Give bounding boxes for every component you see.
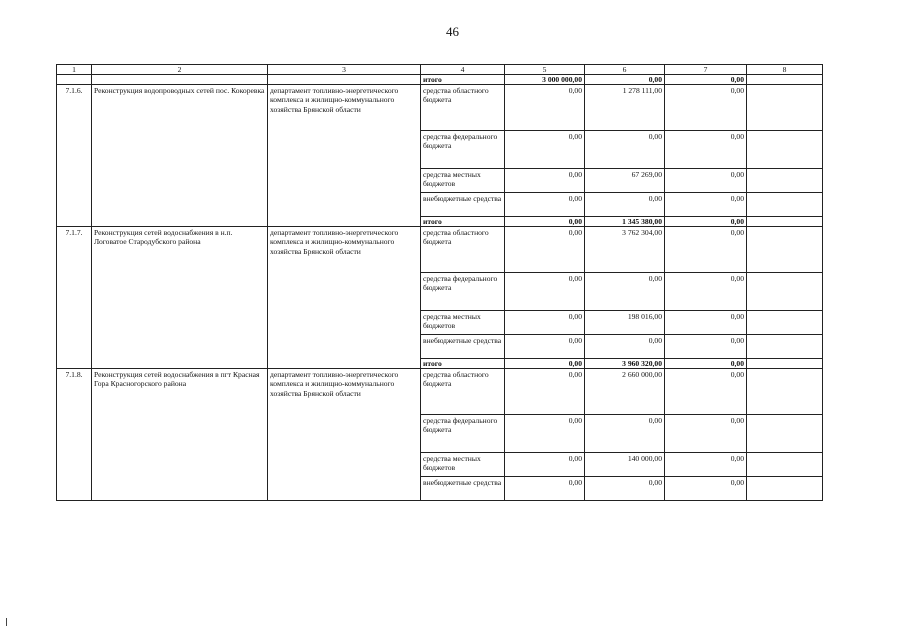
table-row	[57, 369, 823, 415]
item-index: 7.1.6.	[57, 85, 92, 227]
amount-cell: 0,00	[585, 415, 665, 453]
funding-source: средства областного бюджета	[421, 227, 505, 273]
header-cell: 2	[92, 65, 268, 75]
amount-cell: 0,00	[585, 193, 665, 217]
amount-cell: 198 016,00	[585, 311, 665, 335]
empty-cell	[747, 477, 823, 501]
empty-cell	[747, 415, 823, 453]
empty-cell	[57, 75, 92, 85]
funding-source: внебюджетные средства	[421, 193, 505, 217]
amount-cell: 2 660 000,00	[585, 369, 665, 415]
amount-cell: 0,00	[505, 273, 585, 311]
item-index: 7.1.7.	[57, 227, 92, 369]
amount-cell: 0,00	[505, 169, 585, 193]
amount-cell: 0,00	[585, 273, 665, 311]
empty-cell	[747, 453, 823, 477]
table-row	[57, 227, 823, 273]
amount-cell: 0,00	[665, 335, 747, 359]
amount-cell: 0,00	[665, 85, 747, 131]
amount-cell: 0,00	[585, 75, 665, 85]
amount-cell: 0,00	[585, 477, 665, 501]
funding-source: средства федерального бюджета	[421, 273, 505, 311]
amount-cell: 0,00	[505, 85, 585, 131]
amount-cell: 0,00	[505, 217, 585, 227]
edge-mark	[6, 618, 7, 626]
empty-cell	[747, 193, 823, 217]
amount-cell: 3 960 320,00	[585, 359, 665, 369]
amount-cell: 0,00	[585, 335, 665, 359]
amount-cell: 3 762 304,00	[585, 227, 665, 273]
empty-cell	[747, 227, 823, 273]
amount-cell: 0,00	[665, 193, 747, 217]
empty-cell	[747, 85, 823, 131]
amount-cell: 0,00	[505, 227, 585, 273]
budget-table	[56, 64, 823, 501]
page-number: 46	[446, 24, 459, 39]
empty-cell	[747, 169, 823, 193]
amount-cell: 1 345 380,00	[585, 217, 665, 227]
funding-source: внебюджетные средства	[421, 335, 505, 359]
total-label: итого	[421, 75, 505, 85]
funding-source: средства местных бюджетов	[421, 453, 505, 477]
amount-cell: 0,00	[665, 415, 747, 453]
header-cell: 4	[421, 65, 505, 75]
amount-cell: 0,00	[505, 453, 585, 477]
amount-cell: 0,00	[665, 453, 747, 477]
amount-cell: 0,00	[665, 369, 747, 415]
total-label: итого	[421, 217, 505, 227]
amount-cell: 0,00	[665, 131, 747, 169]
item-name: Реконструкция сетей водоснабжения в н.п. Логоватое Стародубского района	[92, 227, 268, 369]
amount-cell: 0,00	[505, 477, 585, 501]
item-executor: департамент топливно-энергетического комплекса и жилищно-коммунального хозяйства Брянской области	[268, 227, 421, 369]
amount-cell: 0,00	[665, 75, 747, 85]
header-cell: 5	[505, 65, 585, 75]
empty-cell	[92, 75, 268, 85]
empty-cell	[747, 369, 823, 415]
empty-cell	[268, 75, 421, 85]
empty-cell	[747, 311, 823, 335]
amount-cell: 0,00	[505, 369, 585, 415]
header-cell: 1	[57, 65, 92, 75]
amount-cell: 0,00	[505, 193, 585, 217]
amount-cell: 140 000,00	[585, 453, 665, 477]
funding-source: средства местных бюджетов	[421, 169, 505, 193]
amount-cell: 0,00	[665, 477, 747, 501]
funding-source: внебюджетные средства	[421, 477, 505, 501]
amount-cell: 3 000 000,00	[505, 75, 585, 85]
header-row	[57, 65, 823, 75]
total-label: итого	[421, 359, 505, 369]
item-name: Реконструкция сетей водоснабжения в пгт Красная Гора Красногорского района	[92, 369, 268, 501]
amount-cell: 0,00	[665, 359, 747, 369]
header-cell: 8	[747, 65, 823, 75]
empty-cell	[747, 75, 823, 85]
header-cell: 7	[665, 65, 747, 75]
empty-cell	[747, 131, 823, 169]
funding-source: средства областного бюджета	[421, 369, 505, 415]
amount-cell: 1 278 111,00	[585, 85, 665, 131]
amount-cell: 0,00	[505, 335, 585, 359]
amount-cell: 67 269,00	[585, 169, 665, 193]
item-executor: департамент топливно-энергетического комплекса и жилищно-коммунального хозяйства Брянской области	[268, 85, 421, 227]
empty-cell	[747, 273, 823, 311]
item-index: 7.1.8.	[57, 369, 92, 501]
amount-cell: 0,00	[505, 359, 585, 369]
empty-cell	[747, 359, 823, 369]
amount-cell: 0,00	[665, 227, 747, 273]
amount-cell: 0,00	[665, 311, 747, 335]
item-executor: департамент топливно-энергетического комплекса и жилищно-коммунального хозяйства Брянской области	[268, 369, 421, 501]
amount-cell: 0,00	[585, 131, 665, 169]
amount-cell: 0,00	[505, 415, 585, 453]
table-row	[57, 85, 823, 131]
total-row	[57, 75, 823, 85]
header-cell: 6	[585, 65, 665, 75]
amount-cell: 0,00	[505, 131, 585, 169]
funding-source: средства местных бюджетов	[421, 311, 505, 335]
amount-cell: 0,00	[665, 273, 747, 311]
amount-cell: 0,00	[665, 169, 747, 193]
amount-cell: 0,00	[665, 217, 747, 227]
empty-cell	[747, 217, 823, 227]
funding-source: средства федерального бюджета	[421, 415, 505, 453]
item-name: Реконструкция водопроводных сетей пос. Кокоревка	[92, 85, 268, 227]
funding-source: средства федерального бюджета	[421, 131, 505, 169]
header-cell: 3	[268, 65, 421, 75]
amount-cell: 0,00	[505, 311, 585, 335]
funding-source: средства областного бюджета	[421, 85, 505, 131]
empty-cell	[747, 335, 823, 359]
